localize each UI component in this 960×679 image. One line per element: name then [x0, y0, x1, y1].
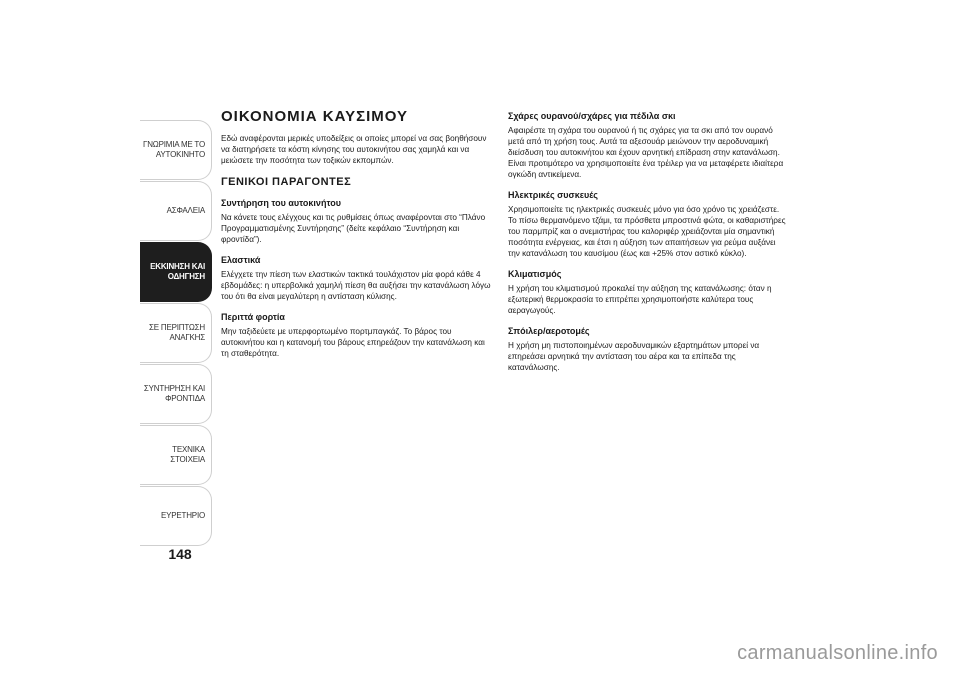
tab-label: ΤΕΧΝΙΚΑ ΣΤΟΙΧΕΙΑ — [170, 445, 205, 464]
heading-maintenance: Συντήρηση του αυτοκινήτου — [221, 198, 341, 208]
paragraph-maintenance: Να κάνετε τους ελέγχους και τις ρυθμίσεις όπως αναφέρονται στο “Πλάνο Προγραμματισμένης Συντήρησης” (δείτε κεφάλαιο “Συντήρηση και φροντίδα”). — [221, 213, 486, 244]
tab-vehicle-intro[interactable] — [140, 120, 212, 180]
section-title: ΓΕΝΙΚΟΙ ΠΑΡΑΓΟΝΤΕΣ — [221, 176, 352, 188]
tab-label: ΣΕ ΠΕΡΙΠΤΩΣΗ ΑΝΑΓΚΗΣ — [149, 323, 205, 342]
paragraph-climate: Η χρήση του κλιματισμού προκαλεί την αύξηση της κατανάλωσης: όταν η εξωτερική θερμοκρασία το επιτρέπει χρησιμοποιήστε καλύτερα τους αεραγωγούς. — [508, 284, 772, 315]
heading-roof-racks: Σχάρες ουρανού/σχάρες για πέδιλα σκι — [508, 111, 676, 121]
tab-label: ΣΥΝΤΗΡΗΣΗ ΚΑΙ ΦΡΟΝΤΙΔΑ — [143, 384, 205, 403]
paragraph-roof-racks: Αφαιρέστε τη σχάρα του ουρανού ή τις σχάρες για τα σκι από τον ουρανό μετά από τη χρήση τους. Αυτά τα αξεσουάρ μειώνουν την αεροδυναμική διείσδυση του αυτοκινήτου και έχουν αρνητική επίδραση στην κατανάλωση. Είναι προτιμότερο να χρησιμοποιείτε ένα τρέιλερ για να μεταφέρετε ιδιαίτερα ογκώδη αντικείμενα. — [508, 126, 784, 179]
paragraph-tyres: Ελέγχετε την πίεση των ελαστικών τακτικά τουλάχιστον μία φορά κάθε 4 εβδομάδες: η υπερβολικά χαμηλή πίεση θα αυξήσει την κατανάλωση λόγω του ότι θα είναι μεγαλύτερη η αντίσταση κύλισης. — [221, 270, 491, 301]
left-column — [221, 108, 493, 359]
tab-maintenance[interactable] — [140, 364, 212, 424]
tab-label: ΕΚΚΙΝΗΣΗ ΚΑΙ ΟΔΗΓΗΣΗ — [150, 262, 205, 281]
tab-technical-data[interactable] — [140, 425, 212, 485]
tab-starting-driving[interactable] — [140, 242, 212, 302]
page-number: 148 — [168, 546, 192, 562]
heading-climate: Κλιματισμός — [508, 269, 562, 279]
heading-spoilers: Σπόιλερ/αεροτομές — [508, 326, 590, 336]
tab-label: ΓΝΩΡΙΜΙΑ ΜΕ ΤΟ ΑΥΤΟΚΙΝΗΤΟ — [143, 140, 205, 159]
right-column — [508, 108, 788, 373]
page-title: ΟΙΚΟΝΟΜΙΑ ΚΑΥΣΙΜΟΥ — [221, 108, 409, 125]
paragraph-electrical: Χρησιμοποιείτε τις ηλεκτρικές συσκευές μόνο για όσο χρόνο τις χρειάζεστε. Το πίσω θερμαινόμενο τζάμι, τα πρόσθετα μπροστινά φώτα, οι καθαριστήρες του παρμπρίζ και ο ανεμιστήρας του καλοριφέρ χρειάζονται μία σημαντική ποσότητα ενέργειας, και έτσι η αύξηση των απαιτήσεων για ρεύμα αυξάνει την κατανάλωση του καυσίμου (έως και +25% στον αστικό κύκλο). — [508, 205, 786, 258]
tab-label: ΑΣΦΑΛΕΙΑ — [166, 206, 205, 215]
watermark: carmanualsonline.info — [737, 642, 938, 664]
tab-safety[interactable] — [140, 181, 212, 241]
paragraph-spoilers: Η χρήση μη πιστοποιημένων αεροδυναμικών εξαρτημάτων μπορεί να επηρεάσει αρνητικά την αντίσταση του αέρα και τα επίπεδα της κατανάλωσης. — [508, 341, 760, 372]
paragraph-loads: Μην ταξιδεύετε με υπερφορτωμένο πορτμπαγκάζ. Το βάρος του αυτοκινήτου και η κατανομή του βάρους επηρεάζουν την κατανάλωση και τη σταθερότητα. — [221, 327, 485, 358]
heading-loads: Περιττά φορτία — [221, 312, 285, 322]
heading-electrical: Ηλεκτρικές συσκευές — [508, 190, 598, 200]
tab-label: ΕΥΡΕΤΗΡΙΟ — [161, 511, 205, 520]
intro-paragraph: Εδώ αναφέρονται μερικές υποδείξεις οι οποίες μπορεί να σας βοηθήσουν να διατηρήσετε τα κόστη κίνησης του αυτοκινήτου σας χαμηλά και να μειώσετε την ποσότητα των τοξικών εκπομπών. — [221, 134, 487, 165]
tab-index[interactable] — [140, 486, 212, 546]
heading-tyres: Ελαστικά — [221, 255, 261, 265]
tab-emergency[interactable] — [140, 303, 212, 363]
